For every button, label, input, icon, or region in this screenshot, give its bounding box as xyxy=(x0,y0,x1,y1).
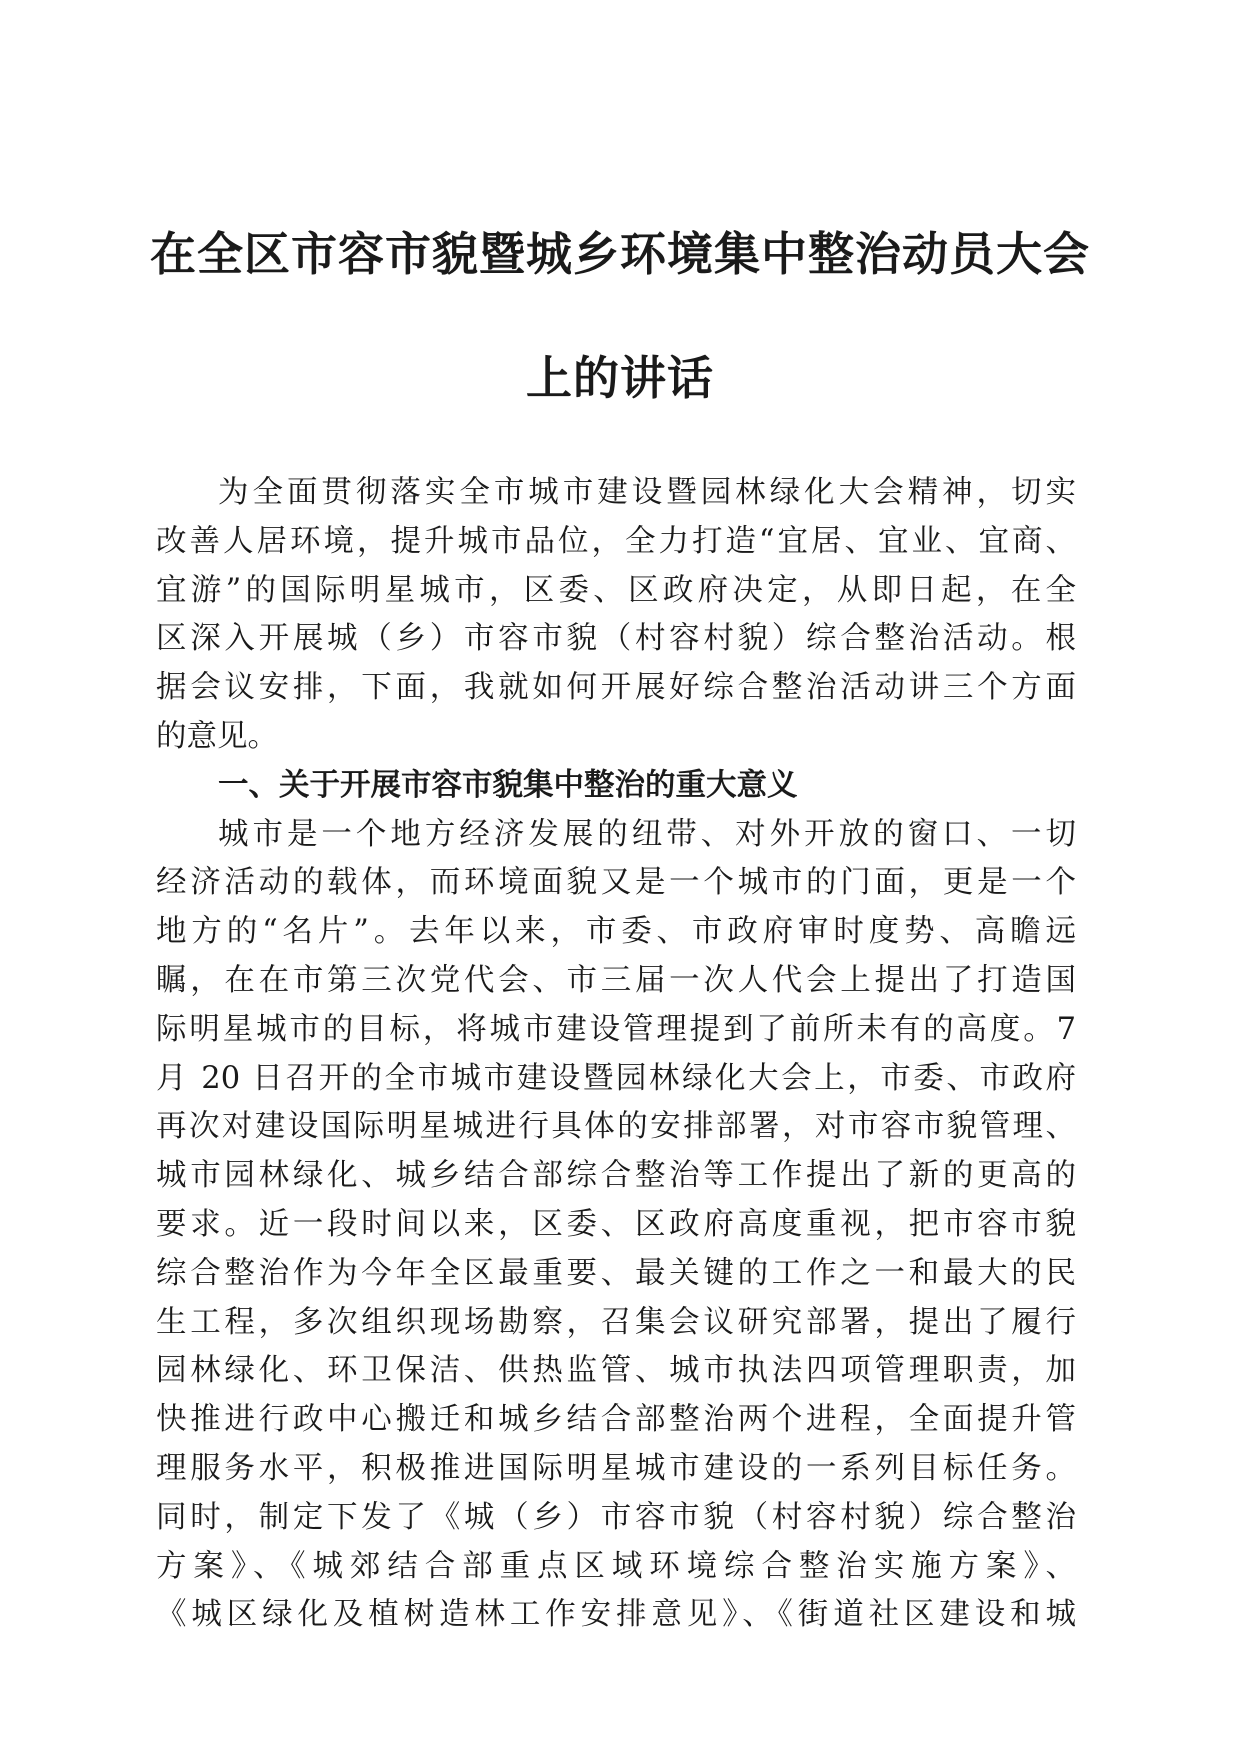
body-line: 改善人居环境，提升城市品位，全力打造“宜居、宜业、宜商、 xyxy=(156,523,1076,559)
body-line: 为全面贯彻落实全市城市建设暨园林绿化大会精神，切实 xyxy=(218,475,1076,510)
body-line: 同时，制定下发了《城（乡）市容市貌（村容村貌）综合整治 xyxy=(156,1499,1076,1535)
body-line: 的意见。 xyxy=(156,718,278,754)
body-line: 区深入开展城（乡）市容市貌（村容村貌）综合整治活动。根 xyxy=(156,621,1076,657)
document-body xyxy=(156,469,1076,1640)
body-line: 理服务水平，积极推进国际明星城市建设的一系列目标任务。 xyxy=(156,1450,1076,1486)
title-line-2: 上的讲话 xyxy=(526,351,714,405)
body-line: 经济活动的载体，而环境面貌又是一个城市的门面，更是一个 xyxy=(156,865,1076,901)
body-line: 月 20 日召开的全市城市建设暨园林绿化大会上，市委、市政府 xyxy=(156,1060,1076,1096)
body-line: 方案》、《城郊结合部重点区域环境综合整治实施方案》、 xyxy=(156,1548,1076,1584)
body-line: 际明星城市的目标，将城市建设管理提到了前所未有的高度。7 xyxy=(156,1011,1076,1047)
body-line: 城市园林绿化、城乡结合部综合整治等工作提出了新的更高的 xyxy=(156,1158,1076,1194)
body-line: 综合整治作为今年全区最重要、最关键的工作之一和最大的民 xyxy=(156,1255,1076,1291)
body-line: 再次对建设国际明星城进行具体的安排部署，对市容市貌管理、 xyxy=(156,1109,1076,1145)
section-heading: 一、关于开展市容市貌集中整治的重大意义 xyxy=(218,767,798,803)
body-line: 地方的“名片”。去年以来，市委、市政府审时度势、高瞻远 xyxy=(156,914,1076,950)
body-line: 园林绿化、环卫保洁、供热监管、城市执法四项管理职责，加 xyxy=(156,1353,1076,1389)
body-line: 生工程，多次组织现场勘察，召集会议研究部署，提出了履行 xyxy=(156,1304,1076,1340)
body-line: 《城区绿化及植树造林工作安排意见》、《街道社区建设和城 xyxy=(156,1597,1076,1633)
body-line: 宜游”的国际明星城市，区委、区政府决定，从即日起，在全 xyxy=(156,572,1076,608)
body-line: 快推进行政中心搬迁和城乡结合部整治两个进程，全面提升管 xyxy=(156,1402,1076,1438)
body-line: 据会议安排，下面，我就如何开展好综合整治活动讲三个方面 xyxy=(156,670,1076,706)
body-line: 城市是一个地方经济发展的纽带、对外开放的窗口、一切 xyxy=(218,816,1076,852)
title-line-1: 在全区市容市貌暨城乡环境集中整治动员大会 xyxy=(150,227,1090,281)
body-line: 要求。近一段时间以来，区委、区政府高度重视，把市容市貌 xyxy=(156,1206,1076,1242)
body-line: 瞩，在在市第三次党代会、市三届一次人代会上提出了打造国 xyxy=(156,962,1076,998)
